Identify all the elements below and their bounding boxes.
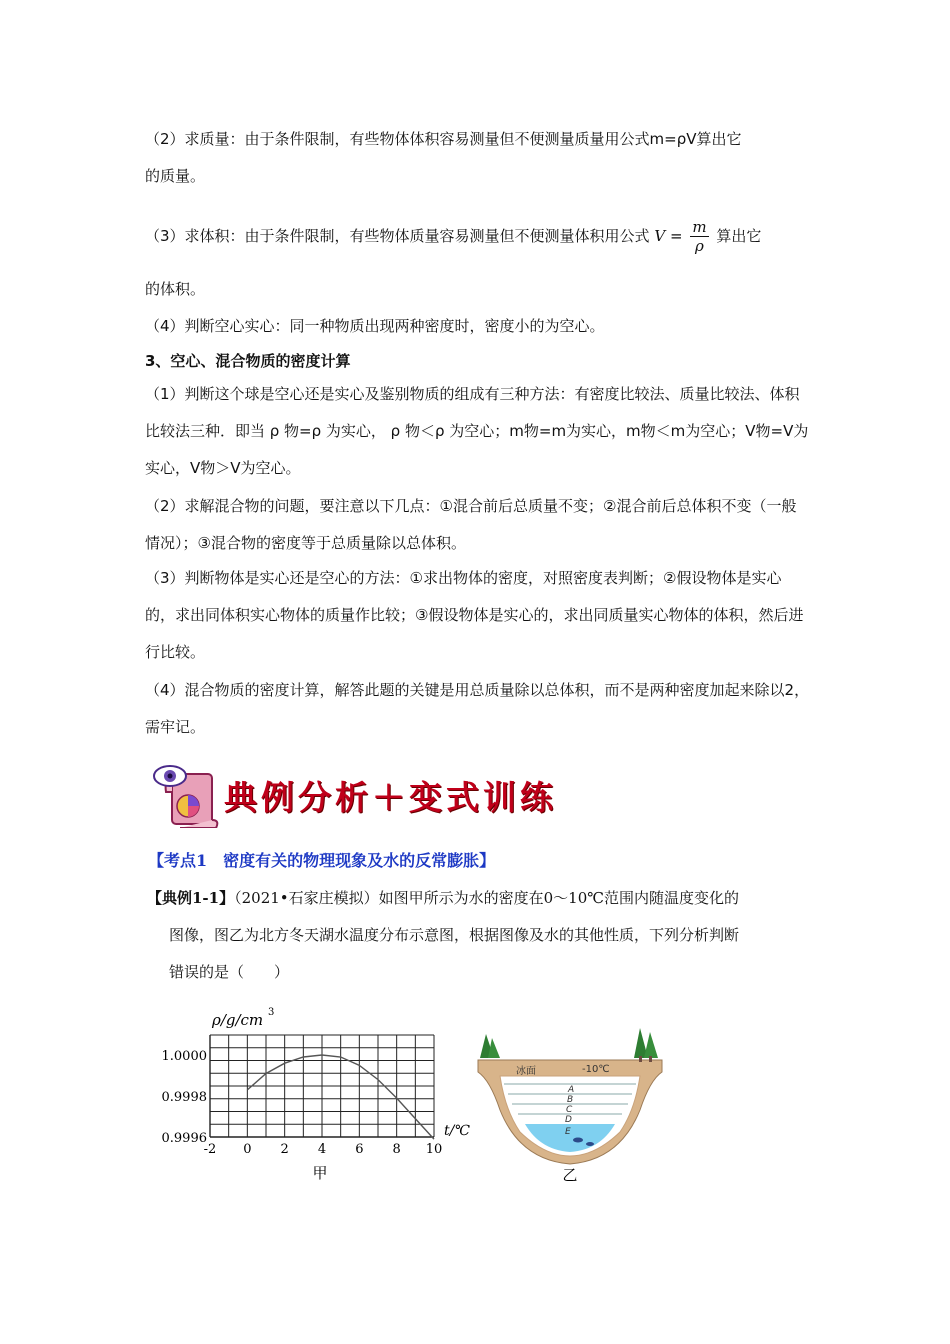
x-tick-label: 6	[355, 1142, 364, 1157]
topic-heading: 【考点1 密度有关的物理现象及水的反常膨胀】	[148, 851, 496, 870]
example-tag: 【典例1-1】	[147, 889, 235, 907]
example-line1	[147, 880, 812, 917]
example-line3: 错误的是（ ）	[169, 963, 290, 981]
chart-caption: 甲	[312, 1164, 328, 1182]
section-para-4: （4）混合物质的密度计算，解答此题的关键是用总质量除以总体积，而不是两种密度加起来除以2，需牢记。	[145, 681, 810, 736]
para-4: （4）判断空心实心：同一种物质出现两种密度时，密度小的为空心。	[145, 317, 605, 335]
layer-b: B	[567, 1095, 574, 1105]
para-3-line2: 的体积。	[145, 280, 206, 298]
formula-lhs: V	[654, 227, 666, 245]
y-tick-label: 0.9996	[161, 1131, 207, 1146]
x-tick-label: 8	[392, 1142, 401, 1157]
fish-icon	[586, 1142, 594, 1146]
y-axis-label: ρ/g/cm	[212, 1011, 264, 1029]
y-tick-labels	[162, 1049, 208, 1146]
chart-grid	[210, 1035, 434, 1137]
fish-icon	[573, 1138, 583, 1143]
y-axis-label-superscript: 3	[268, 1007, 275, 1018]
banner-title: 典例分析＋变式训练	[224, 778, 557, 817]
section-heading: 3、空心、混合物质的密度计算	[145, 352, 351, 370]
layer-c: C	[566, 1105, 573, 1115]
formula-denominator: ρ	[695, 237, 704, 255]
para-2-line2: 的质量。	[145, 167, 206, 185]
x-tick-labels	[204, 1142, 443, 1157]
section-para-2: （2）求解混合物的问题，要注意以下几点：①混合前后总质量不变；②混合前后总体积不变（一般情况）；③混合物的密度等于总质量除以总体积。	[145, 497, 797, 552]
x-tick-label: 4	[317, 1142, 327, 1157]
tree-left-icon	[480, 1034, 500, 1058]
banner-eye-icon	[150, 762, 222, 828]
formula-numerator: m	[692, 218, 707, 236]
lake-diagram	[470, 1020, 670, 1190]
x-tick-label: -2	[203, 1142, 217, 1157]
y-tick-label: 1.0000	[161, 1049, 207, 1064]
example-line2: 图像，图乙为北方冬天湖水温度分布示意图，根据图像及水的其他性质，下列分析判断	[169, 926, 740, 944]
x-tick-label: 10	[425, 1142, 443, 1157]
formula-fraction	[690, 218, 708, 255]
para-3-text: （3）求体积：由于条件限制，有些物体质量容易测量但不便测量体积用公式	[145, 227, 650, 245]
section-banner	[150, 762, 560, 828]
layer-d: D	[565, 1115, 572, 1125]
layer-a: A	[568, 1085, 575, 1095]
y-tick-label: 0.9998	[161, 1090, 207, 1105]
figure-caption: 乙	[562, 1166, 578, 1184]
example-text1: （2021•石家庄模拟）如图甲所示为水的密度在0～10℃范围内随温度变化的	[234, 889, 740, 907]
para-3-text-after: 算出它	[716, 227, 762, 245]
formula-eq: =	[669, 227, 683, 245]
x-tick-label: 2	[280, 1142, 289, 1157]
example-block	[147, 880, 812, 991]
density-chart	[150, 995, 490, 1190]
temp-label: -10℃	[582, 1064, 610, 1075]
section-para-1: （1）判断这个球是空心还是实心及鉴别物质的组成有三种方法：有密度比较法、质量比较法、体积比较法三种．即当 ρ 物=ρ 为实心， ρ 物＜ρ 为空心；m物=m为实心，m物＜m为空心；V物=V为实心，V物＞V为空心。	[145, 385, 809, 477]
para-2-line1: （2）求质量：由于条件限制，有些物体体积容易测量但不便测量质量用公式m=ρV算出它	[145, 130, 742, 148]
layer-e: E	[565, 1127, 571, 1137]
x-tick-label: 0	[243, 1142, 252, 1157]
tree-right-icon	[634, 1028, 658, 1062]
section-para-3: （3）判断物体是实心还是空心的方法：①求出物体的密度，对照密度表判断；②假设物体是实心的，求出同体积实心物体的质量作比较；③假设物体是实心的，求出同质量实心物体的体积，然后进行比较。	[145, 569, 804, 661]
x-axis-label: t/℃	[444, 1123, 471, 1139]
para-3-line1	[145, 218, 761, 255]
ice-label: 冰面	[516, 1066, 536, 1077]
